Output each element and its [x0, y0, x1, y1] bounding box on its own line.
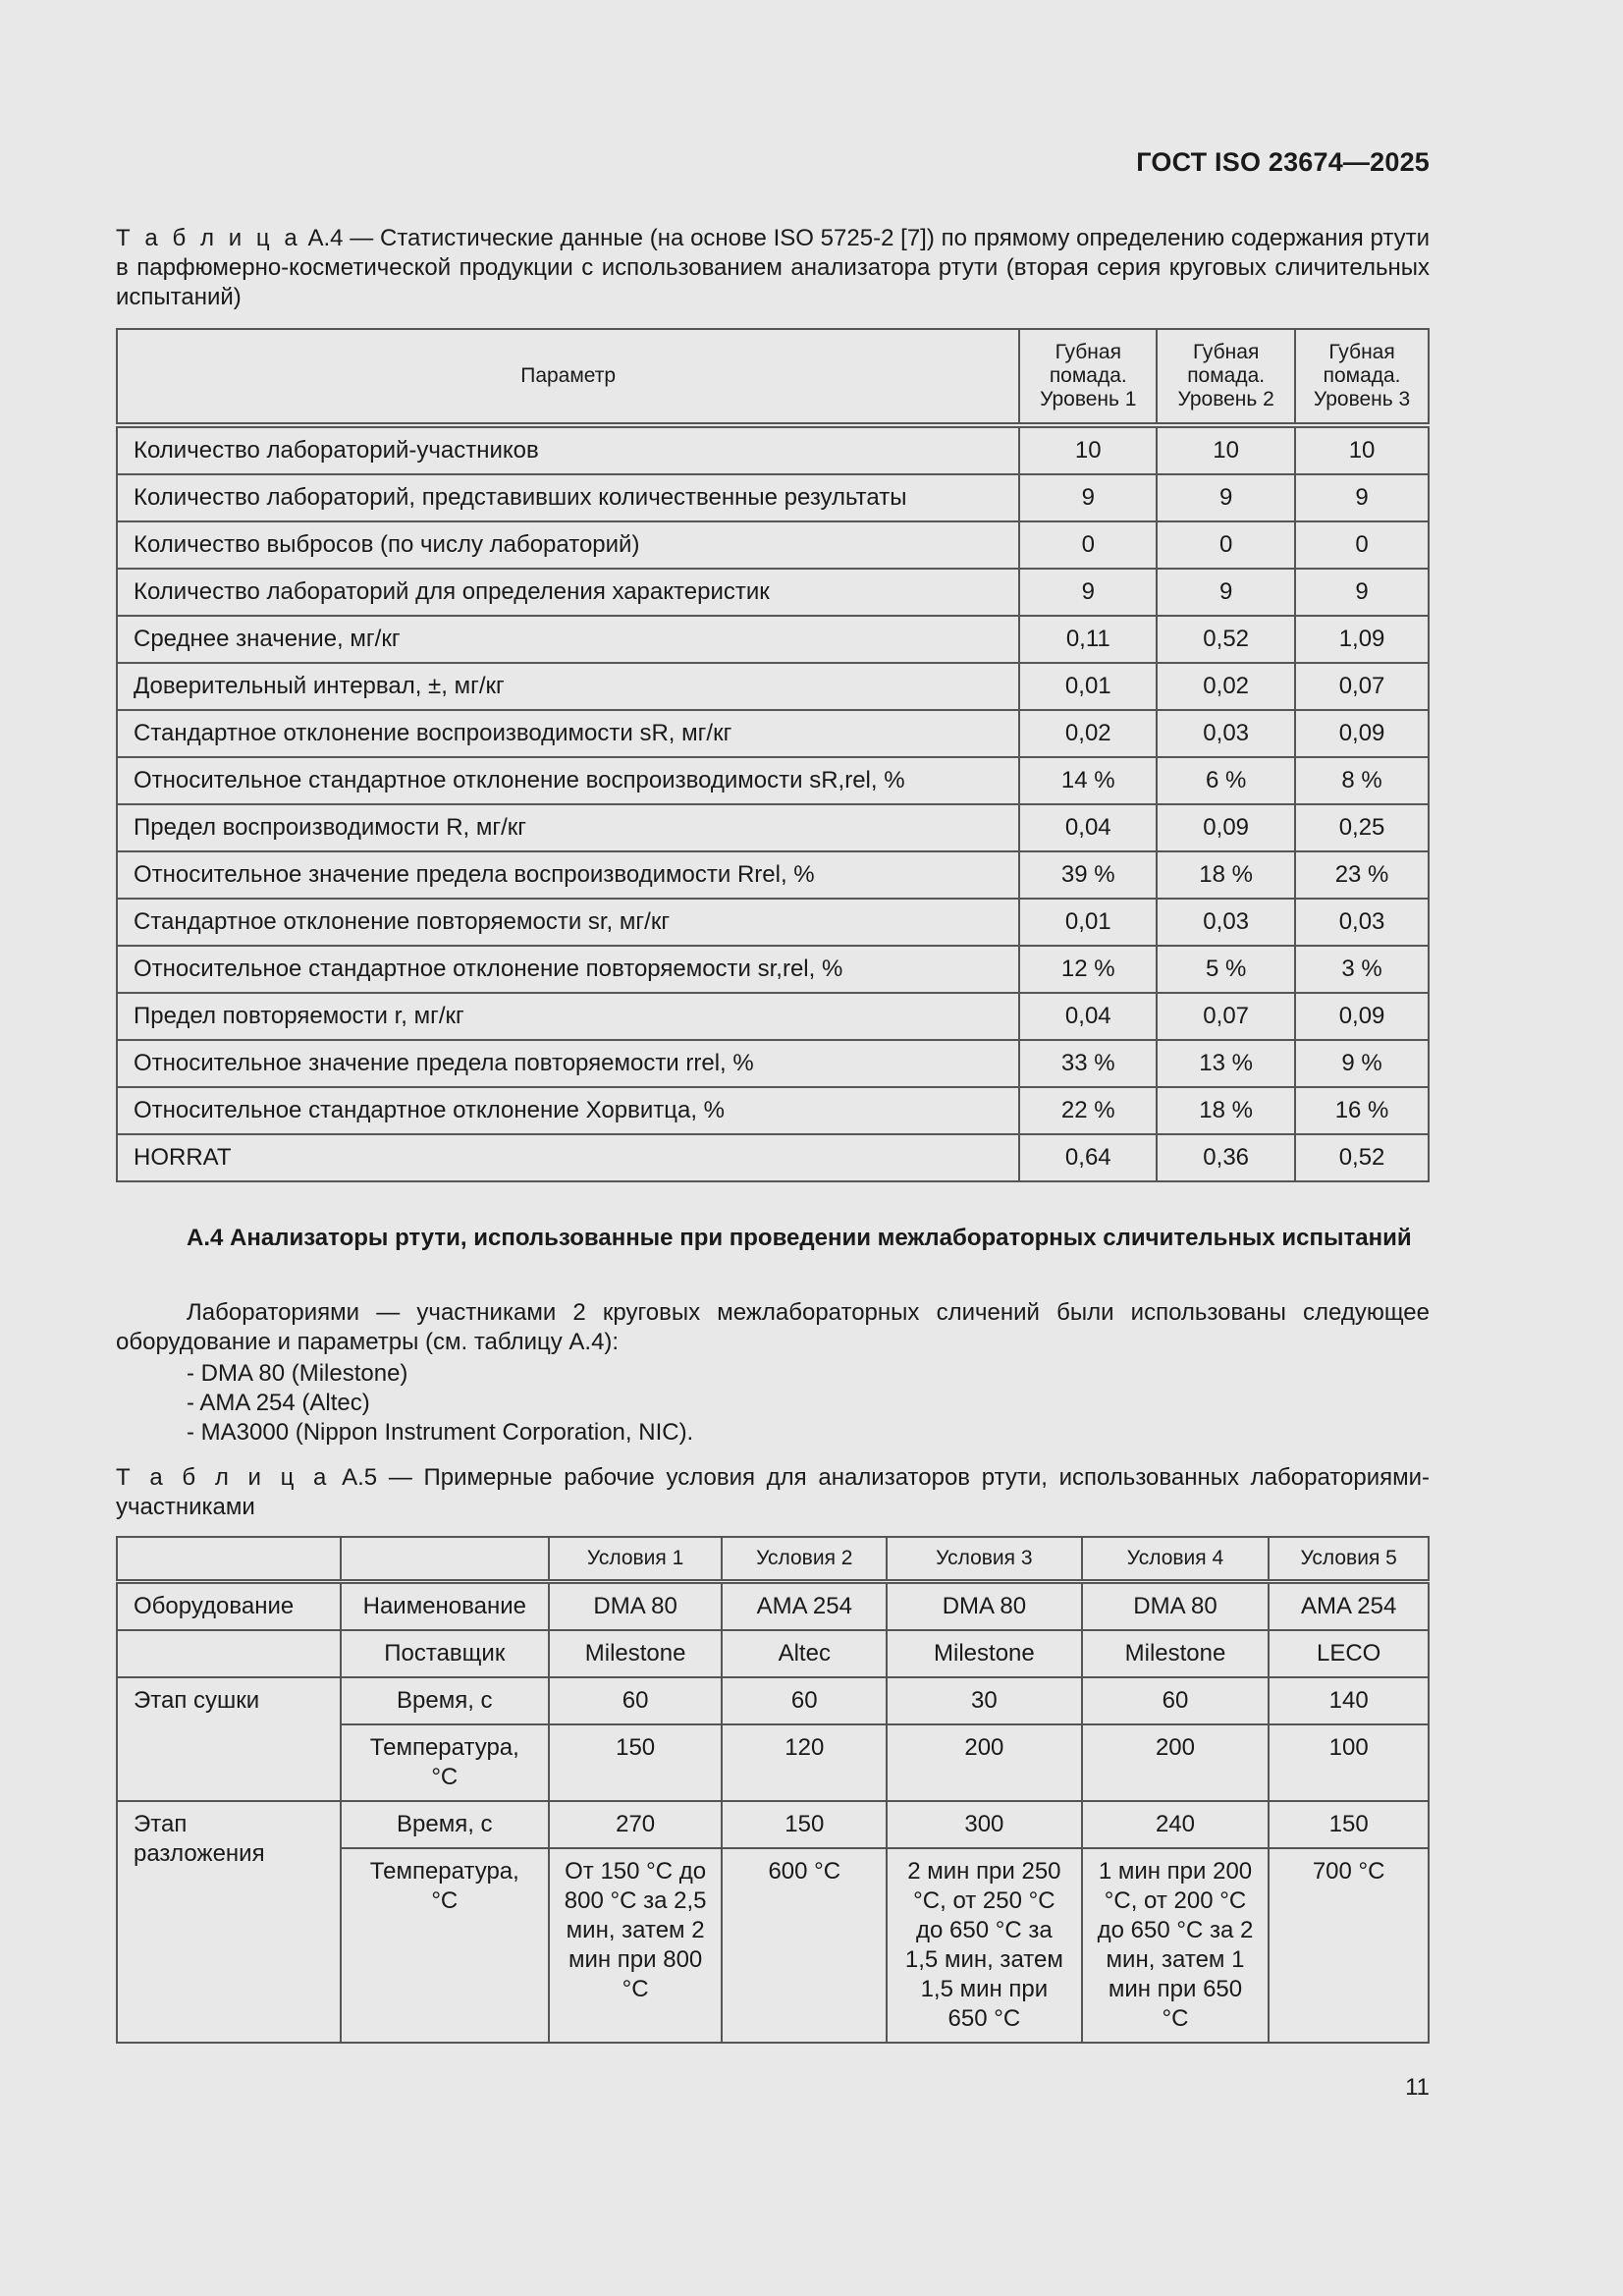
- value-cell: 10: [1019, 425, 1157, 474]
- cell: 200: [1082, 1724, 1270, 1801]
- cell: 200: [887, 1724, 1082, 1801]
- empty-header: [117, 1537, 341, 1582]
- value-cell: 16 %: [1295, 1087, 1429, 1134]
- table-a5: [116, 1536, 1430, 2044]
- value-cell: 33 %: [1019, 1040, 1157, 1087]
- value-cell: 39 %: [1019, 851, 1157, 899]
- table-a4: [116, 328, 1430, 1182]
- param-cell: Стандартное отклонение повторяемости sr, мг/кг: [117, 899, 1019, 946]
- cell: Milestone: [1082, 1630, 1270, 1677]
- value-cell: 0,04: [1019, 804, 1157, 851]
- value-cell: 0,01: [1019, 663, 1157, 710]
- value-cell: 0,64: [1019, 1134, 1157, 1181]
- table-row: [117, 1582, 1429, 1631]
- row-label-name: Наименование: [341, 1582, 549, 1631]
- cell: 120: [722, 1724, 887, 1801]
- row-group-equipment: Оборудование: [117, 1582, 341, 1631]
- value-cell: 5 %: [1157, 946, 1295, 993]
- value-cell: 9: [1019, 474, 1157, 521]
- table-row: [117, 616, 1429, 663]
- cell: 1 мин при 200 °С, от 200 °С до 650 °С за 2 мин, затем 1 мин при 650 °С: [1082, 1848, 1270, 2043]
- param-cell: Предел повторяемости r, мг/кг: [117, 993, 1019, 1040]
- table-row: [117, 1087, 1429, 1134]
- cell: 60: [549, 1677, 723, 1724]
- table-row: [117, 1630, 1429, 1677]
- value-cell: 0,09: [1295, 710, 1429, 757]
- param-cell: Количество выбросов (по числу лабораторий): [117, 521, 1019, 569]
- table-row: [117, 521, 1429, 569]
- col-header-conditions-2: Условия 2: [722, 1537, 887, 1582]
- cell: DMA 80: [549, 1582, 723, 1631]
- row-group-decomposition: [117, 1801, 341, 2043]
- value-cell: 18 %: [1157, 851, 1295, 899]
- cell: Milestone: [549, 1630, 723, 1677]
- value-cell: 0: [1157, 521, 1295, 569]
- row-label-time: Время, с: [341, 1677, 549, 1724]
- cell: 270: [549, 1801, 723, 1848]
- row-label-temperature: Температура, °С: [341, 1848, 549, 2043]
- list-item: - AMA 254 (Altec): [187, 1389, 693, 1418]
- cell: 60: [722, 1677, 887, 1724]
- col-header-parameter: Параметр: [117, 329, 1019, 425]
- table-row: [117, 425, 1429, 474]
- value-cell: 0,03: [1157, 710, 1295, 757]
- table-row: [117, 899, 1429, 946]
- cell: 150: [549, 1724, 723, 1801]
- param-cell: Относительное стандартное отклонение воспроизводимости sR,rel, %: [117, 757, 1019, 804]
- value-cell: 0,07: [1157, 993, 1295, 1040]
- value-cell: 0,09: [1157, 804, 1295, 851]
- cell: 700 °С: [1269, 1848, 1429, 2043]
- param-cell: Предел воспроизводимости R, мг/кг: [117, 804, 1019, 851]
- value-cell: 9: [1295, 569, 1429, 616]
- value-cell: 9: [1157, 474, 1295, 521]
- param-cell: Относительное значение предела воспроизводимости Rrel, %: [117, 851, 1019, 899]
- table-a5-caption: [116, 1463, 1430, 1522]
- param-cell: Относительное значение предела повторяемости rrel, %: [117, 1040, 1019, 1087]
- value-cell: 9: [1019, 569, 1157, 616]
- value-cell: 0,52: [1295, 1134, 1429, 1181]
- row-label-supplier: Поставщик: [341, 1630, 549, 1677]
- list-item: - MA3000 (Nippon Instrument Corporation, NIC).: [187, 1418, 693, 1448]
- col-header-level-1: Губная помада. Уровень 1: [1019, 329, 1157, 425]
- analyzer-list: [187, 1359, 693, 1448]
- value-cell: 0,03: [1295, 899, 1429, 946]
- col-header-level-3: Губная помада. Уровень 3: [1295, 329, 1429, 425]
- section-a4-title: А.4 Анализаторы ртути, использованные при проведении межлабораторных сличительных испытаний: [187, 1225, 1412, 1251]
- param-cell: Доверительный интервал, ±, мг/кг: [117, 663, 1019, 710]
- table-caption-text: А.5 — Примерные рабочие условия для анализаторов ртути, использованных лабораториями-участниками: [116, 1464, 1431, 1520]
- cell: Milestone: [887, 1630, 1082, 1677]
- empty-header: [341, 1537, 549, 1582]
- table-caption-text: А.4 — Статистические данные (на основе ISO 5725-2 [7]) по прямому определению содержания ртути в парфюмерно-косметической продукции с использованием анализатора ртути (вторая серия круговых сличительных испытаний): [116, 225, 1430, 310]
- col-header-conditions-4: Условия 4: [1082, 1537, 1270, 1582]
- value-cell: 0: [1295, 521, 1429, 569]
- cell: AMA 254: [722, 1582, 887, 1631]
- value-cell: 13 %: [1157, 1040, 1295, 1087]
- cell: 150: [1269, 1801, 1429, 1848]
- value-cell: 10: [1295, 425, 1429, 474]
- param-cell: Стандартное отклонение воспроизводимости sR, мг/кг: [117, 710, 1019, 757]
- cell: 150: [722, 1801, 887, 1848]
- value-cell: 12 %: [1019, 946, 1157, 993]
- cell: От 150 °С до 800 °С за 2,5 мин, затем 2 мин при 800 °С: [549, 1848, 723, 2043]
- value-cell: 3 %: [1295, 946, 1429, 993]
- table-row: [117, 993, 1429, 1040]
- cell: AMA 254: [1269, 1582, 1429, 1631]
- value-cell: 23 %: [1295, 851, 1429, 899]
- table-row: [117, 1677, 1429, 1724]
- value-cell: 0: [1019, 521, 1157, 569]
- value-cell: 0,01: [1019, 899, 1157, 946]
- page-number: 11: [1405, 2074, 1430, 2101]
- param-cell: Среднее значение, мг/кг: [117, 616, 1019, 663]
- value-cell: 6 %: [1157, 757, 1295, 804]
- value-cell: 0,11: [1019, 616, 1157, 663]
- value-cell: 0,03: [1157, 899, 1295, 946]
- row-label-time: Время, с: [341, 1801, 549, 1848]
- table-row: [117, 569, 1429, 616]
- document-id: ГОСТ ISO 23674—2025: [1136, 147, 1430, 177]
- section-a4-paragraph: [116, 1298, 1430, 1357]
- table-a4-body: [117, 425, 1429, 1181]
- value-cell: 0,07: [1295, 663, 1429, 710]
- table-row: [117, 663, 1429, 710]
- table-row: [117, 1134, 1429, 1181]
- value-cell: 18 %: [1157, 1087, 1295, 1134]
- value-cell: 0,36: [1157, 1134, 1295, 1181]
- value-cell: 0,52: [1157, 616, 1295, 663]
- param-cell: Количество лабораторий-участников: [117, 425, 1019, 474]
- table-row: [117, 851, 1429, 899]
- col-header-level-2: Губная помада. Уровень 2: [1157, 329, 1295, 425]
- value-cell: 22 %: [1019, 1087, 1157, 1134]
- paragraph-text: Лабораториями — участниками 2 круговых межлабораторных сличений были использованы следующее оборудование и параметры (см. таблицу А.4):: [116, 1299, 1430, 1355]
- table-a4-caption: [116, 224, 1430, 312]
- cell: Altec: [722, 1630, 887, 1677]
- value-cell: 0,04: [1019, 993, 1157, 1040]
- row-group-drying: Этап сушки: [117, 1677, 341, 1801]
- value-cell: 0,09: [1295, 993, 1429, 1040]
- param-cell: Относительное стандартное отклонение Хорвитца, %: [117, 1087, 1019, 1134]
- value-cell: 14 %: [1019, 757, 1157, 804]
- table-row: [117, 1040, 1429, 1087]
- table-row: [117, 946, 1429, 993]
- cell: 600 °С: [722, 1848, 887, 2043]
- col-header-conditions-3: Условия 3: [887, 1537, 1082, 1582]
- table-label: Т а б л и ц а: [116, 1464, 331, 1491]
- value-cell: 9: [1157, 569, 1295, 616]
- cell: DMA 80: [1082, 1582, 1270, 1631]
- cell: 100: [1269, 1724, 1429, 1801]
- value-cell: 10: [1157, 425, 1295, 474]
- param-cell: Относительное стандартное отклонение повторяемости sr,rel, %: [117, 946, 1019, 993]
- cell: 240: [1082, 1801, 1270, 1848]
- cell: 60: [1082, 1677, 1270, 1724]
- table-row: [117, 757, 1429, 804]
- cell: DMA 80: [887, 1582, 1082, 1631]
- value-cell: 9: [1295, 474, 1429, 521]
- value-cell: 0,02: [1019, 710, 1157, 757]
- param-cell: Количество лабораторий для определения характеристик: [117, 569, 1019, 616]
- table-label: Т а б л и ц а: [116, 225, 301, 251]
- param-cell: HORRAT: [117, 1134, 1019, 1181]
- table-row: [117, 1801, 1429, 1848]
- value-cell: 0,25: [1295, 804, 1429, 851]
- table-row: [117, 474, 1429, 521]
- col-header-conditions-5: Условия 5: [1269, 1537, 1429, 1582]
- table-row: [117, 710, 1429, 757]
- value-cell: 1,09: [1295, 616, 1429, 663]
- table-row: [117, 804, 1429, 851]
- cell: 2 мин при 250 °С, от 250 °С до 650 °С за 1,5 мин, затем 1,5 мин при 650 °С: [887, 1848, 1082, 2043]
- cell: 30: [887, 1677, 1082, 1724]
- row-label-temperature: Температура, °С: [341, 1724, 549, 1801]
- value-cell: 8 %: [1295, 757, 1429, 804]
- cell: 300: [887, 1801, 1082, 1848]
- value-cell: 0,02: [1157, 663, 1295, 710]
- decomposition-label: Этап разложения: [134, 1811, 265, 1867]
- value-cell: 9 %: [1295, 1040, 1429, 1087]
- empty-cell: [117, 1630, 341, 1677]
- cell: LECO: [1269, 1630, 1429, 1677]
- list-item: - DMA 80 (Milestone): [187, 1359, 693, 1389]
- cell: 140: [1269, 1677, 1429, 1724]
- param-cell: Количество лабораторий, представивших количественные результаты: [117, 474, 1019, 521]
- col-header-conditions-1: Условия 1: [549, 1537, 723, 1582]
